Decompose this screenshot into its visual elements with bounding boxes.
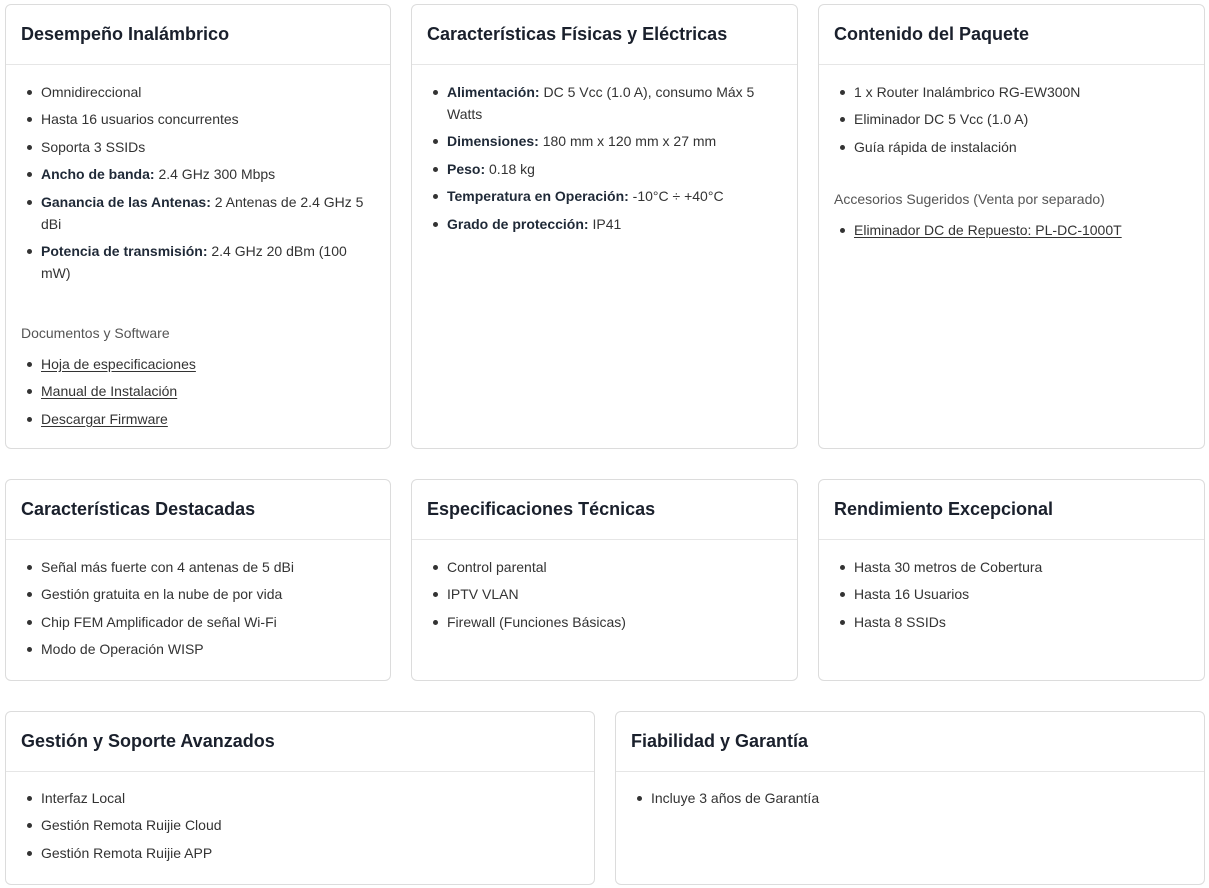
card-reliability-warranty <box>615 711 1205 885</box>
card-title: Especificaciones Técnicas <box>427 499 656 519</box>
list-item <box>21 380 375 402</box>
list-item: Grado de protección: IP41 <box>427 213 782 235</box>
list-item <box>21 408 375 430</box>
list-item: Hasta 16 usuarios concurrentes <box>21 108 375 130</box>
card-title: Gestión y Soporte Avanzados <box>21 731 275 751</box>
spec-list <box>21 556 375 660</box>
list-item <box>21 353 375 375</box>
list-item: Incluye 3 años de Garantía <box>631 787 1189 809</box>
firmware-download-link[interactable]: Descargar Firmware <box>41 410 168 427</box>
card-header <box>819 480 1204 540</box>
spare-adapter-link[interactable]: Eliminador DC de Repuesto: PL-DC-1000T <box>854 221 1122 238</box>
list-item <box>834 219 1189 241</box>
list-item: Firewall (Funciones Básicas) <box>427 611 782 633</box>
card-header <box>6 480 390 540</box>
list-item: Chip FEM Amplificador de señal Wi-Fi <box>21 611 375 633</box>
list-item: Temperatura en Operación: -10°C ÷ +40°C <box>427 185 782 207</box>
list-item: Control parental <box>427 556 782 578</box>
card-physical-electrical <box>411 4 798 449</box>
card-header <box>412 5 797 65</box>
list-item: Señal más fuerte con 4 antenas de 5 dBi <box>21 556 375 578</box>
card-highlights <box>5 479 391 681</box>
list-item: Ancho de banda: 2.4 GHz 300 Mbps <box>21 163 375 185</box>
card-wireless-performance <box>5 4 391 449</box>
list-item: Soporta 3 SSIDs <box>21 136 375 158</box>
spec-list <box>21 787 579 864</box>
list-item: Omnidireccional <box>21 81 375 103</box>
spec-list <box>631 787 1189 809</box>
list-item: Dimensiones: 180 mm x 120 mm x 27 mm <box>427 130 782 152</box>
docs-list <box>21 353 375 430</box>
card-technical-specs <box>411 479 798 681</box>
card-title: Contenido del Paquete <box>834 24 1030 44</box>
list-item: Hasta 16 Usuarios <box>834 583 1189 605</box>
spec-list <box>834 556 1189 633</box>
card-performance <box>818 479 1205 681</box>
list-item: Alimentación: DC 5 Vcc (1.0 A), consumo Máx 5 Watts <box>427 81 782 125</box>
spec-list <box>427 81 782 235</box>
list-item: Gestión Remota Ruijie APP <box>21 842 579 864</box>
card-title: Rendimiento Excepcional <box>834 499 1054 519</box>
list-item: IPTV VLAN <box>427 583 782 605</box>
list-item: Peso: 0.18 kg <box>427 158 782 180</box>
card-management-support <box>5 711 595 885</box>
list-item: Ganancia de las Antenas: 2 Antenas de 2.4 GHz 5 dBi <box>21 191 375 235</box>
list-item: Guía rápida de instalación <box>834 136 1189 158</box>
card-title: Características Físicas y Eléctricas <box>427 24 728 44</box>
list-item: Potencia de transmisión: 2.4 GHz 20 dBm (100 mW) <box>21 240 375 284</box>
spec-list <box>834 81 1189 158</box>
list-item: 1 x Router Inalámbrico RG-EW300N <box>834 81 1189 103</box>
card-header <box>6 5 390 65</box>
card-package-contents <box>818 4 1205 449</box>
install-manual-link[interactable]: Manual de Instalación <box>41 383 178 400</box>
card-title: Fiabilidad y Garantía <box>631 731 809 751</box>
datasheet-link[interactable]: Hoja de especificaciones <box>41 355 196 372</box>
accessories-heading: Accesorios Sugeridos (Venta por separado) <box>834 190 1105 207</box>
list-item: Interfaz Local <box>21 787 579 809</box>
list-item: Hasta 8 SSIDs <box>834 611 1189 633</box>
docs-heading: Documentos y Software <box>21 324 170 341</box>
list-item: Modo de Operación WISP <box>21 638 375 660</box>
card-header <box>616 712 1204 772</box>
card-header <box>819 5 1204 65</box>
list-item: Gestión Remota Ruijie Cloud <box>21 814 579 836</box>
list-item: Hasta 30 metros de Cobertura <box>834 556 1189 578</box>
list-item: Eliminador DC 5 Vcc (1.0 A) <box>834 108 1189 130</box>
card-title: Características Destacadas <box>21 499 256 519</box>
card-header <box>412 480 797 540</box>
card-title: Desempeño Inalámbrico <box>21 24 230 44</box>
accessories-list <box>834 219 1189 241</box>
card-header <box>6 712 594 772</box>
list-item: Gestión gratuita en la nube de por vida <box>21 583 375 605</box>
spec-list <box>21 81 375 284</box>
spec-list <box>427 556 782 633</box>
